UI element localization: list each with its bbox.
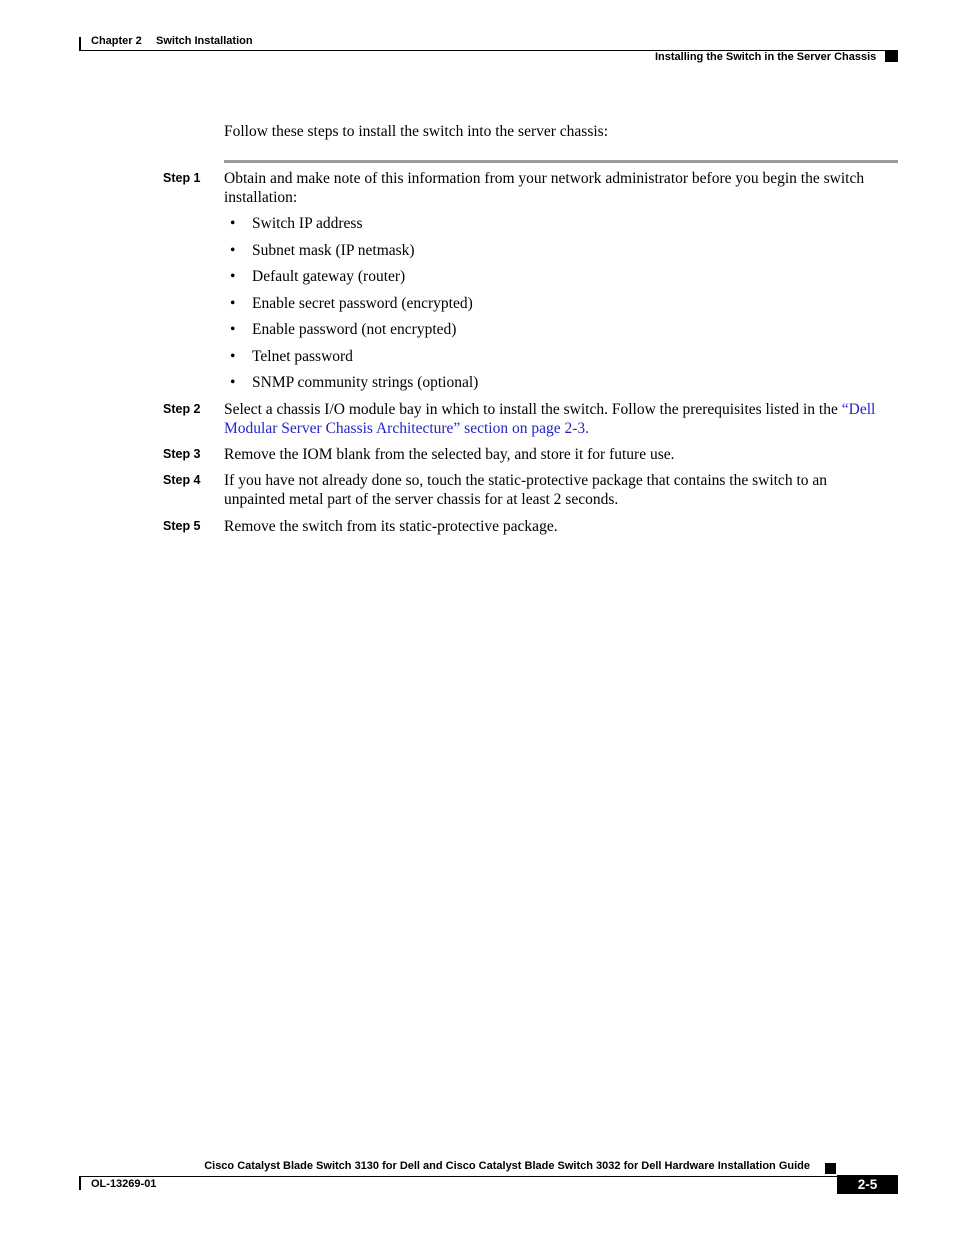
- step-2-label: Step 2: [163, 402, 201, 416]
- footer-left-bar: [79, 1176, 81, 1190]
- header-left-bar: [79, 37, 81, 51]
- header-chapter-title: Switch Installation: [156, 35, 253, 47]
- step-2-text-after: .: [585, 420, 590, 437]
- step-3-text: Remove the IOM blank from the selected bay, and store it for future use.: [224, 446, 675, 463]
- footer-doc-number: OL-13269-01: [91, 1178, 157, 1190]
- step-3-label: Step 3: [163, 447, 201, 461]
- step-5-label: Step 5: [163, 519, 201, 533]
- header-chapter: Chapter 2: [91, 35, 142, 47]
- step-4-label: Step 4: [163, 473, 201, 487]
- procedure-rule: [224, 160, 898, 163]
- list-item: Switch IP address: [252, 215, 363, 232]
- header-marker-block: [885, 51, 898, 62]
- bullet-marker: •: [230, 268, 236, 285]
- list-item: Subnet mask (IP netmask): [252, 242, 415, 259]
- list-item: Telnet password: [252, 348, 353, 365]
- header-section-title: Installing the Switch in the Server Chassis: [655, 51, 877, 63]
- footer-marker-block: [825, 1163, 836, 1174]
- step-2-text: [224, 400, 900, 438]
- bullet-marker: •: [230, 321, 236, 338]
- step-5-text: Remove the switch from its static-protective package.: [224, 518, 558, 535]
- list-item: SNMP community strings (optional): [252, 374, 479, 391]
- bullet-marker: •: [230, 242, 236, 259]
- footer-rule: [79, 1176, 898, 1177]
- bullet-marker: •: [230, 295, 236, 312]
- list-item: Enable password (not encrypted): [252, 321, 457, 338]
- intro-text: Follow these steps to install the switch into the server chassis:: [224, 123, 609, 140]
- bullet-marker: •: [230, 348, 236, 365]
- chassis-architecture-link[interactable]: “Dell Modular Server Chassis Architecture” section on page 2-3: [224, 401, 876, 437]
- step-2-text-before: Select a chassis I/O module bay in which to install the switch. Follow the prerequisites listed in the: [224, 401, 842, 418]
- list-item: Default gateway (router): [252, 268, 406, 285]
- bullet-marker: •: [230, 374, 236, 391]
- list-item: Enable secret password (encrypted): [252, 295, 473, 312]
- bullet-marker: •: [230, 215, 236, 232]
- step-1-label: Step 1: [163, 171, 201, 185]
- step-4-text: If you have not already done so, touch the static-protective package that contains the switch to an unpainted metal part of the server chassis for at least 2 seconds.: [224, 472, 828, 508]
- step-1-text: Obtain and make note of this information from your network administrator before you begin the switch installation:: [224, 170, 865, 206]
- page-number: 2-5: [837, 1175, 898, 1194]
- footer-guide-title: Cisco Catalyst Blade Switch 3130 for Dell and Cisco Catalyst Blade Switch 3032 for Dell Hardware Installation Guide: [204, 1160, 810, 1172]
